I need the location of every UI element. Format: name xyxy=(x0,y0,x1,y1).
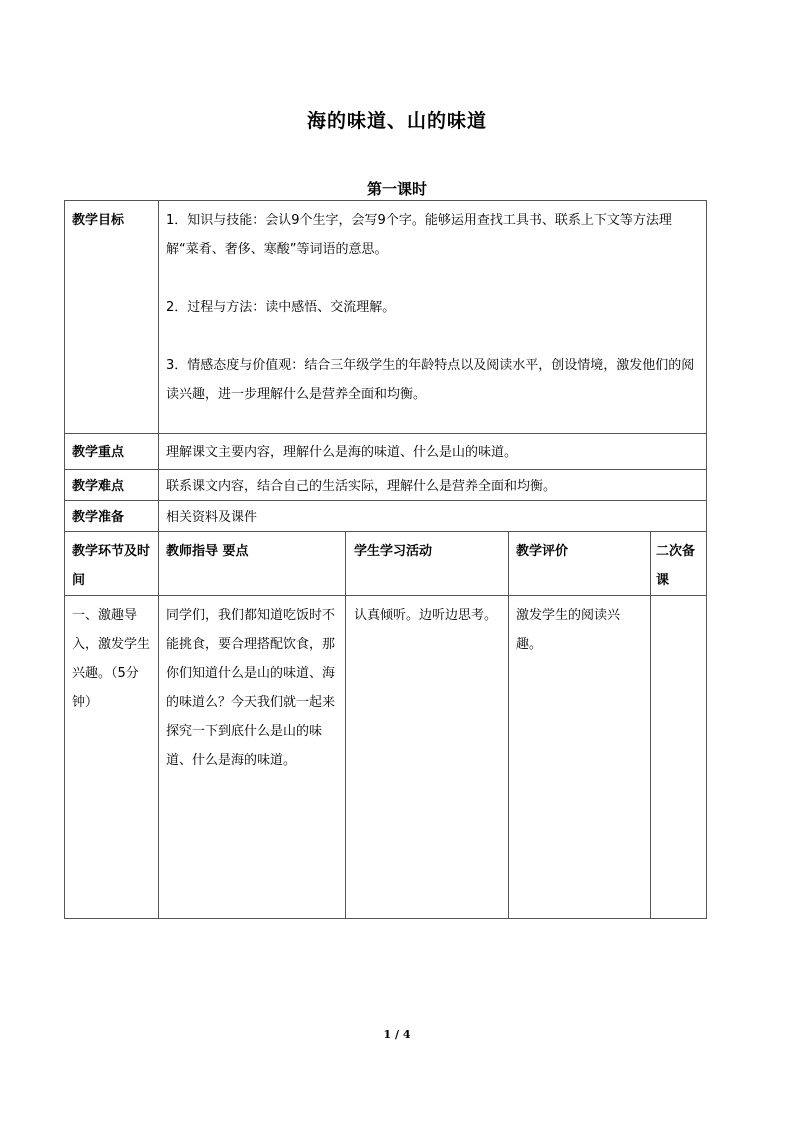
page-title: 海的味道、山的味道 xyxy=(306,110,487,132)
page-number: 1 / 4 xyxy=(383,1028,411,1041)
key-points-value: 理解课文主要内容，理解什么是海的味道、什么是山的味道。 xyxy=(166,445,518,460)
header-stage: 教学环节及时间 xyxy=(72,544,151,588)
evaluation-cell: 激发学生的阅读兴趣。 xyxy=(516,608,621,652)
objective-item: 2．过程与方法：读中感悟、交流理解。 xyxy=(166,300,396,315)
objective-item: 3．情感态度与价值观：结合三年级学生的年龄特点以及阅读水平，创设情境，激发他们的阅读兴趣，进一步理解什么是营养全面和均衡。 xyxy=(166,358,695,402)
teacher-cell: 同学们，我们都知道吃饭时不能挑食，要合理搭配饮食，那你们知道什么是山的味道、海的味道么？今天我们就一起来探究一下到底什么是山的味道、什么是海的味道。 xyxy=(166,608,336,768)
stage-cell: 一、激趣导入，激发学生兴趣。（5分钟） xyxy=(72,608,151,710)
objective-item: 1．知识与技能：会认9个生字，会写9个字。能够运用查找工具书、联系上下文等方法理解“菜肴、奢侈、寒酸”等词语的意思。 xyxy=(166,213,672,257)
header-student: 学生学习活动 xyxy=(354,544,433,559)
difficulties-value: 联系课文内容，结合自己的生活实际，理解什么是营养全面和均衡。 xyxy=(166,479,557,494)
student-cell: 认真倾听。边听边思考。 xyxy=(354,608,498,623)
header-second: 二次备课 xyxy=(656,544,696,588)
lesson-subtitle: 第一课时 xyxy=(366,180,427,198)
header-evaluation: 教学评价 xyxy=(516,544,569,559)
objectives-label: 教学目标 xyxy=(72,213,125,228)
difficulties-label: 教学难点 xyxy=(72,479,125,494)
header-teacher: 教师指导 要点 xyxy=(166,544,249,559)
objectives-content xyxy=(166,206,701,409)
preparation-label: 教学准备 xyxy=(72,510,125,525)
key-points-label: 教学重点 xyxy=(72,445,125,460)
preparation-value: 相关资料及课件 xyxy=(166,510,258,525)
